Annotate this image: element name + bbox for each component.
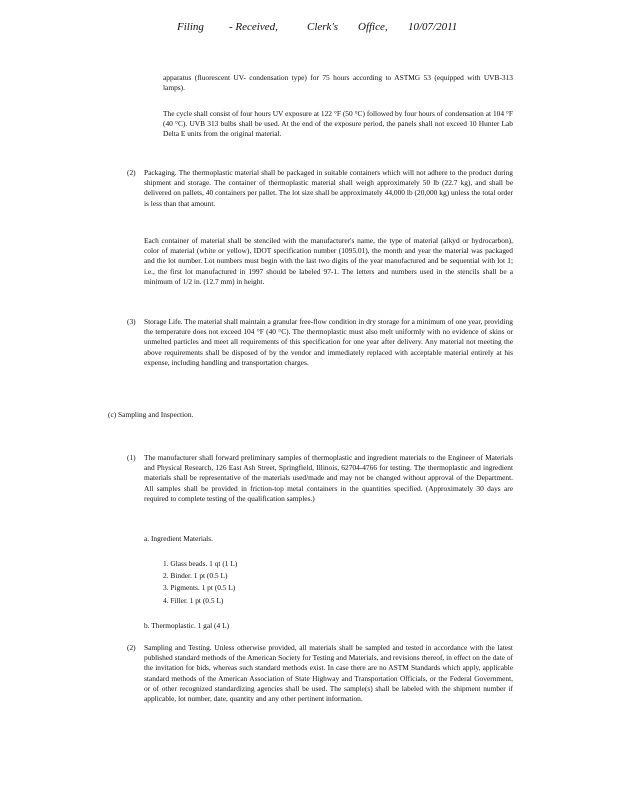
packaging-number: (2) — [127, 168, 136, 177]
section-c-heading: (c) Sampling and Inspection. — [108, 410, 194, 419]
thermoplastic-sample-label: b. Thermoplastic. 1 gal (4 L) — [144, 621, 230, 630]
sampling-item1-number: (1) — [127, 453, 136, 462]
header-date: 10/07/2011 — [408, 21, 458, 33]
sampling-testing-paragraph: Sampling and Testing. Unless otherwise provided, all materials shall be sampled and tested in accordance with the latest published standard methods of the American Society for Testing and Materials, and revisions thereof, in effect on the date of the invitation for bids, whereas such standard methods exist. In case there are no ASTM Standards which apply, applicable standard methods of the American Association of State Highway and Transportation Officials, or the Federal Government, or of other recognized standardizing agencies shall be used. The sample(s) shall be labeled with the shipment number if applicable, lot number, date, quantity and any other pertinent information. — [144, 643, 513, 704]
list-item: 3. Pigments. 1 pt (0.5 L) — [163, 583, 236, 592]
header-received: - Received, — [229, 21, 278, 33]
header-clerks: Clerk's — [307, 21, 339, 33]
header-office: Office, — [358, 21, 388, 33]
apparatus-paragraph: apparatus (fluorescent UV- condensation type) for 75 hours according to ASTMG 53 (equipped with UVB-313 lamps). — [163, 73, 513, 93]
storage-number: (3) — [127, 317, 136, 326]
sampling-item2-number: (2) — [127, 643, 136, 652]
ingredient-materials-label: a. Ingredient Materials. — [144, 534, 213, 543]
preliminary-samples-paragraph: The manufacturer shall forward preliminary samples of thermoplastic and ingredient materials to the Engineer of Materials and Physical Research, 126 East Ash Street, Springfield, Illinois, 62704-4766 for testing. The thermoplastic and ingredient materials shall be representative of the materials used/made and may not be changed without approval of the Department. All samples shall be provided in friction-top metal containers in the quantities specified. (Approximately 30 days are required to complete testing of the qualification samples.) — [144, 453, 513, 503]
list-item: 2. Binder. 1 pt (0.5 L) — [163, 571, 228, 580]
cycle-paragraph: The cycle shall consist of four hours UV exposure at 122 °F (50 °C) followed by four hours of condensation at 104 °F (40 °C). UVB 313 bulbs shall be used. At the end of the exposure period, the panels shall not exceed 10 Hunter Lab Delta E units from the original material. — [163, 109, 513, 139]
stencil-paragraph: Each container of material shall be stenciled with the manufacturer's name, the type of material (alkyd or hydrocarbon), color of material (white or yellow), IDOT specification number (1095.01), the month and year the material was packaged and the lot number. Lot numbers must begin with the last two digits of the year manufactured and be sequential with lot 1; i.e., the first lot manufactured in 1997 should be labeled 97-1. The letters and numbers used in the stencils shall be a minimum of 1/2 in. (12.7 mm) in height. — [144, 236, 513, 286]
storage-paragraph: Storage Life. The material shall maintain a granular free-flow condition in dry storage for a minimum of one year, providing the temperature does not exceed 104 °F (40 °C). The thermoplastic must also melt uniformly with no evidence of skins or unmelted particles and meet all requirements of this specification for one year after delivery. Any material not meeting the above requirements shall be disposed of by the vendor and immediately replaced with acceptable material entirely at his expense, including handling and transportation charges. — [144, 317, 513, 367]
list-item: 4. Filler. 1 pt (0.5 L) — [163, 596, 224, 605]
list-item: 1. Glass beads. 1 qt (1 L) — [163, 559, 238, 568]
packaging-paragraph: Packaging. The thermoplastic material shall be packaged in suitable containers which will not adhere to the product during shipment and storage. The container of thermoplastic material shall weigh approximately 50 lb (22.7 kg), and shall be delivered on pallets, 40 containers per pallet. The lot size shall be approximately 44,000 lb (20,000 kg) unless the total order is less than that amount. — [144, 168, 513, 208]
header-filing: Filing — [177, 21, 204, 33]
